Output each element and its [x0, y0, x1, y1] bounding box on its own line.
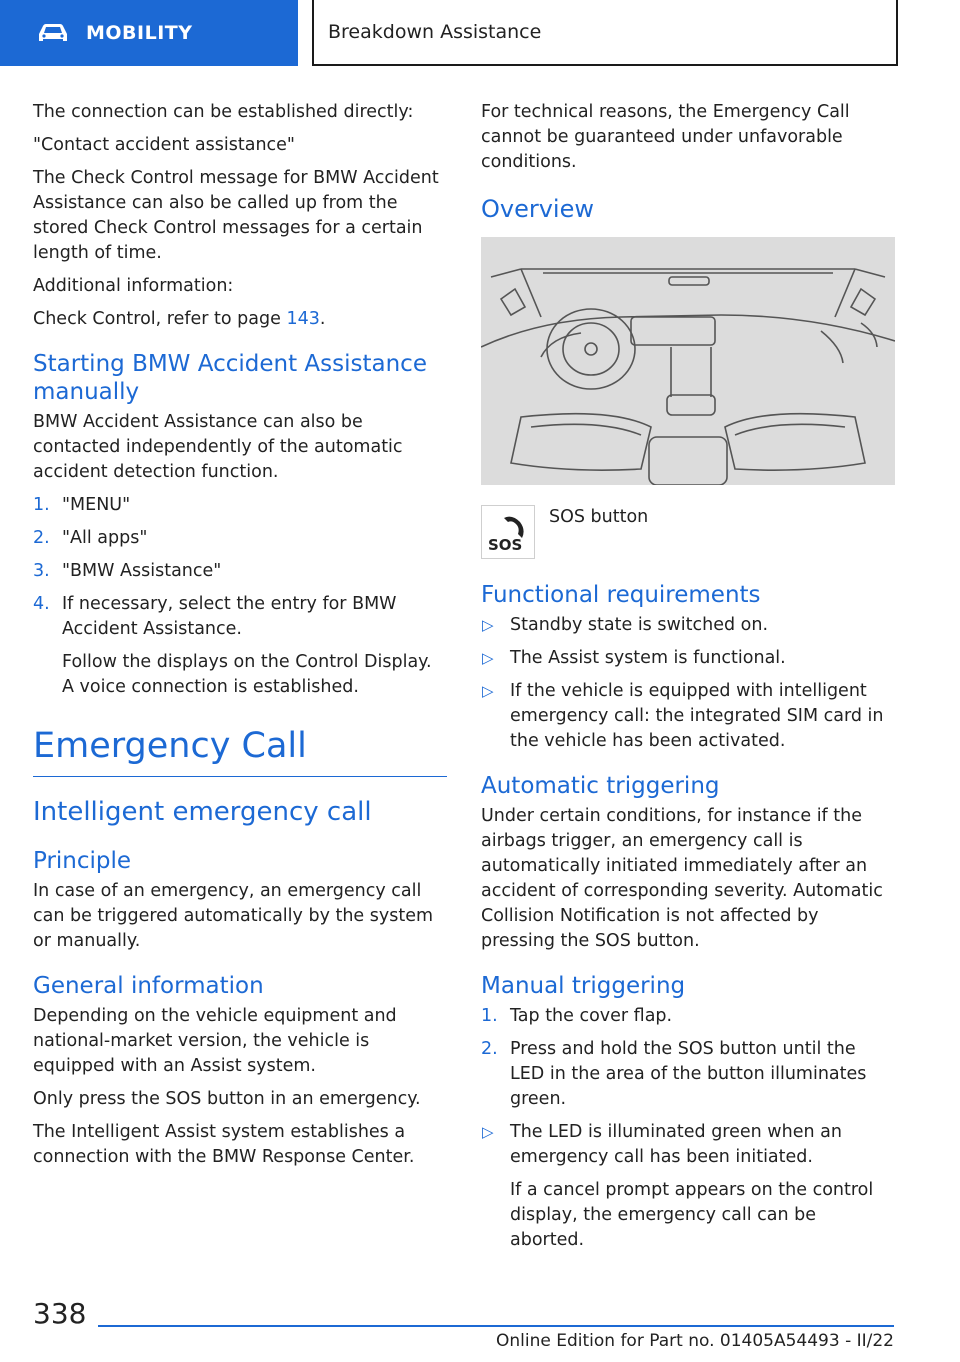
page-number: 338 [33, 1297, 87, 1330]
list-item [33, 493, 447, 518]
left-column [33, 100, 447, 1178]
subheading-manual-start: Starting BMW Accident Assistance manually [33, 351, 427, 405]
paragraph: For technical reasons, the Emergency Call cannot be guaranteed under unfavorable conditions. [481, 102, 850, 172]
step-text: If necessary, select the entry for BMW Accident Assistance. [62, 594, 397, 639]
step-number: 1. [481, 1006, 498, 1026]
chapter-title: Breakdown Assistance [328, 21, 542, 43]
paragraph: The Check Control message for BMW Accident Assistance can also be called up from the stored Check Control messages for a certain length of time. [33, 168, 439, 263]
list-item [33, 592, 447, 700]
step-text: "MENU" [62, 495, 131, 515]
step-subtext: Follow the displays on the Control Display. A voice connection is established. [62, 652, 432, 697]
step-text: "BMW Assistance" [62, 561, 222, 581]
list-item [33, 559, 447, 584]
subheading-manual-trigger: Manual triggering [481, 973, 686, 999]
car-icon [36, 22, 70, 44]
list-item [481, 1037, 895, 1112]
list-item [481, 613, 895, 638]
cockpit-drawing [481, 237, 895, 485]
step-number: 3. [33, 561, 50, 581]
step-number: 4. [33, 594, 50, 614]
paragraph: "Contact accident assistance" [33, 135, 295, 155]
subheading-general: General information [33, 973, 264, 999]
footer-divider [98, 1325, 894, 1327]
step-text: Tap the cover flap. [510, 1006, 673, 1026]
subheading-principle: Principle [33, 848, 132, 874]
step-text: "All apps" [62, 528, 148, 548]
sos-button-icon [481, 505, 535, 559]
paragraph: Depending on the vehicle equipment and national-market version, the vehicle is equipped with an Assist system. [33, 1006, 397, 1076]
paragraph: In case of an emergency, an emergency call can be triggered automatically by the system or manually. [33, 881, 434, 951]
paragraph: The Intelligent Assist system establishes a connection with the BMW Response Center. [33, 1122, 415, 1167]
section-heading: Emergency Call [33, 724, 447, 777]
list-item [481, 1004, 895, 1029]
triangle-bullet-icon: ▷ [482, 1123, 494, 1141]
step-text: Press and hold the SOS button until the LED in the area of the button illuminates green. [510, 1039, 867, 1109]
list-item [33, 526, 447, 551]
subheading-overview: Overview [481, 195, 594, 223]
steps-list [33, 493, 447, 700]
cockpit-illustration [481, 237, 895, 485]
sos-icon-text: SOS [488, 536, 523, 554]
led-note-list [481, 1120, 895, 1253]
list-item [481, 646, 895, 671]
page-link[interactable]: 143 [286, 309, 320, 329]
step-number: 2. [481, 1039, 498, 1059]
chapter-title-box [312, 0, 898, 66]
triangle-bullet-icon: ▷ [482, 682, 494, 700]
item-text: The LED is illuminated green when an emergency call has been initiated. [510, 1122, 842, 1167]
section-tab [0, 0, 298, 66]
step-number: 2. [33, 528, 50, 548]
section-tab-label: MOBILITY [86, 22, 193, 44]
list-item [481, 679, 895, 754]
subheading-automatic: Automatic triggering [481, 773, 720, 799]
step-number: 1. [33, 495, 50, 515]
right-column [481, 100, 895, 1261]
subsection-heading: Intelligent emergency call [33, 797, 372, 827]
paragraph: The connection can be established directly: [33, 102, 414, 122]
sos-legend [481, 505, 895, 559]
requirements-list [481, 613, 895, 754]
item-text: If the vehicle is equipped with intelligent emergency call: the integrated SIM card in the vehicle has been activated. [510, 681, 884, 751]
text: Check Control, refer to page [33, 309, 287, 329]
paragraph: Only press the SOS button in an emergency. [33, 1089, 421, 1109]
list-item [481, 1120, 895, 1253]
paragraph: BMW Accident Assistance can also be contacted independently of the automatic accident detection function. [33, 412, 403, 482]
subheading-functional: Functional requirements [481, 582, 761, 608]
sos-button-label: SOS button [549, 507, 649, 527]
paragraph: Additional information: [33, 276, 234, 296]
item-subtext: If a cancel prompt appears on the control display, the emergency call can be aborted. [510, 1180, 874, 1250]
text: . [319, 309, 326, 329]
triangle-bullet-icon: ▷ [482, 616, 494, 634]
triangle-bullet-icon: ▷ [482, 649, 494, 667]
item-text: Standby state is switched on. [510, 615, 769, 635]
edition-note: Online Edition for Part no. 01405A54493 - II/22 [495, 1331, 894, 1351]
item-text: The Assist system is functional. [510, 648, 786, 668]
trigger-steps-list [481, 1004, 895, 1112]
paragraph [33, 307, 447, 332]
paragraph: Under certain conditions, for instance if the airbags trigger, an emergency call is automatically initiated immediately after an accident of corresponding severity. Automatic Collision Notification is not affected by pressing the SOS button. [481, 806, 883, 951]
